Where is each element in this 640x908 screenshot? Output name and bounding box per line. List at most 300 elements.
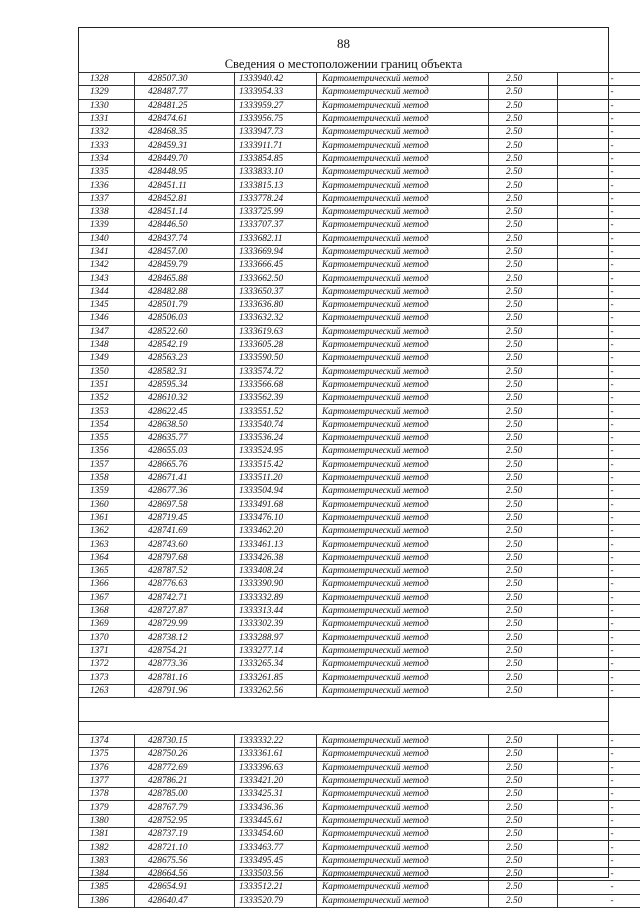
coord-x: 428451.11 (135, 179, 235, 192)
point-number: 1342 (79, 259, 135, 272)
method-cell: Картометрический метод (317, 272, 489, 285)
method-cell: Картометрический метод (317, 205, 489, 218)
coord-x: 428452.81 (135, 192, 235, 205)
coord-y: 1333707.37 (235, 219, 317, 232)
point-number: 1358 (79, 471, 135, 484)
coord-x: 428767.79 (135, 801, 235, 814)
table-row (79, 618, 640, 631)
note-cell: - (558, 485, 640, 498)
note-cell: - (558, 285, 640, 298)
method-cell: Картометрический метод (317, 86, 489, 99)
coord-x: 428482.88 (135, 285, 235, 298)
accuracy-cell: 2.50 (489, 854, 558, 867)
table-row (79, 644, 640, 657)
accuracy-cell: 2.50 (489, 525, 558, 538)
coord-x: 428449.70 (135, 152, 235, 165)
accuracy-cell: 2.50 (489, 894, 558, 907)
point-number: 1340 (79, 232, 135, 245)
accuracy-cell: 2.50 (489, 166, 558, 179)
coord-x: 428791.96 (135, 684, 235, 697)
coord-x: 428738.12 (135, 631, 235, 644)
method-cell: Картометрический метод (317, 774, 489, 787)
coord-x: 428654.91 (135, 881, 235, 894)
document-frame (78, 27, 609, 878)
accuracy-cell: 2.50 (489, 814, 558, 827)
coord-y: 1333302.39 (235, 618, 317, 631)
table-row (79, 325, 640, 338)
table-row (79, 511, 640, 524)
table-row (79, 748, 640, 761)
coord-x: 428729.99 (135, 618, 235, 631)
table-row (79, 152, 640, 165)
table-row (79, 564, 640, 577)
accuracy-cell: 2.50 (489, 485, 558, 498)
method-cell: Картометрический метод (317, 312, 489, 325)
point-number: 1383 (79, 854, 135, 867)
coord-x: 428787.52 (135, 564, 235, 577)
coord-y: 1333495.45 (235, 854, 317, 867)
note-cell: - (558, 139, 640, 152)
coord-y: 1333277.14 (235, 644, 317, 657)
accuracy-cell: 2.50 (489, 179, 558, 192)
coord-y: 1333445.61 (235, 814, 317, 827)
coord-y: 1333540.74 (235, 418, 317, 431)
note-cell: - (558, 378, 640, 391)
note-cell: - (558, 445, 640, 458)
point-number: 1332 (79, 126, 135, 139)
method-cell: Картометрический метод (317, 881, 489, 894)
method-cell: Картометрический метод (317, 112, 489, 125)
coord-y: 1333562.39 (235, 392, 317, 405)
method-cell: Картометрический метод (317, 485, 489, 498)
coord-x: 428776.63 (135, 578, 235, 591)
page-title: Сведения о местоположении границ объекта (79, 57, 608, 72)
coord-y: 1333261.85 (235, 671, 317, 684)
note-cell: - (558, 312, 640, 325)
point-number: 1363 (79, 538, 135, 551)
coord-x: 428737.19 (135, 828, 235, 841)
point-number: 1376 (79, 761, 135, 774)
table-row (79, 814, 640, 827)
coord-y: 1333511.20 (235, 471, 317, 484)
note-cell: - (558, 658, 640, 671)
coord-x: 428595.34 (135, 378, 235, 391)
point-number: 1381 (79, 828, 135, 841)
note-cell: - (558, 219, 640, 232)
coord-y: 1333956.75 (235, 112, 317, 125)
point-number: 1336 (79, 179, 135, 192)
note-cell: - (558, 471, 640, 484)
table-row (79, 112, 640, 125)
method-cell: Картометрический метод (317, 761, 489, 774)
table-row (79, 671, 640, 684)
accuracy-cell: 2.50 (489, 564, 558, 577)
accuracy-cell: 2.50 (489, 867, 558, 880)
table-row (79, 894, 640, 907)
point-number: 1335 (79, 166, 135, 179)
table-row (79, 458, 640, 471)
method-cell: Картометрический метод (317, 458, 489, 471)
accuracy-cell: 2.50 (489, 801, 558, 814)
table-row (79, 405, 640, 418)
coord-y: 1333463.77 (235, 841, 317, 854)
coord-y: 1333619.63 (235, 325, 317, 338)
coord-x: 428719.45 (135, 511, 235, 524)
coord-x: 428664.56 (135, 867, 235, 880)
method-cell: Картометрический метод (317, 471, 489, 484)
method-cell: Картометрический метод (317, 564, 489, 577)
note-cell: - (558, 618, 640, 631)
method-cell: Картометрический метод (317, 259, 489, 272)
coord-y: 1333503.56 (235, 867, 317, 880)
note-cell: - (558, 761, 640, 774)
accuracy-cell: 2.50 (489, 748, 558, 761)
point-number: 1339 (79, 219, 135, 232)
point-number: 1362 (79, 525, 135, 538)
note-cell: - (558, 774, 640, 787)
note-cell: - (558, 748, 640, 761)
point-number: 1361 (79, 511, 135, 524)
table-row (79, 788, 640, 801)
table-row (79, 578, 640, 591)
accuracy-cell: 2.50 (489, 126, 558, 139)
coord-y: 1333574.72 (235, 365, 317, 378)
table-row (79, 285, 640, 298)
coord-y: 1333332.89 (235, 591, 317, 604)
method-cell: Картометрический метод (317, 285, 489, 298)
note-cell: - (558, 73, 640, 86)
accuracy-cell: 2.50 (489, 578, 558, 591)
coord-x: 428451.14 (135, 205, 235, 218)
coord-y: 1333566.68 (235, 378, 317, 391)
accuracy-cell: 2.50 (489, 445, 558, 458)
coord-y: 1333520.79 (235, 894, 317, 907)
method-cell: Картометрический метод (317, 392, 489, 405)
coord-y: 1333361.61 (235, 748, 317, 761)
point-number: 1385 (79, 881, 135, 894)
point-number: 1329 (79, 86, 135, 99)
note-cell: - (558, 99, 640, 112)
note-cell: - (558, 841, 640, 854)
coord-y: 1333390.90 (235, 578, 317, 591)
point-number: 1357 (79, 458, 135, 471)
point-number: 1337 (79, 192, 135, 205)
coord-y: 1333476.10 (235, 511, 317, 524)
table-row (79, 867, 640, 880)
note-cell: - (558, 867, 640, 880)
table-row (79, 245, 640, 258)
point-number: 1377 (79, 774, 135, 787)
method-cell: Картометрический метод (317, 166, 489, 179)
coord-x: 428582.31 (135, 365, 235, 378)
table-row (79, 485, 640, 498)
accuracy-cell: 2.50 (489, 232, 558, 245)
table-row (79, 881, 640, 894)
note-cell: - (558, 232, 640, 245)
coord-y: 1333947.73 (235, 126, 317, 139)
method-cell: Картометрический метод (317, 126, 489, 139)
note-cell: - (558, 828, 640, 841)
method-cell: Картометрический метод (317, 365, 489, 378)
table-row (79, 432, 640, 445)
coord-y: 1333454.60 (235, 828, 317, 841)
group-separator (79, 721, 608, 734)
table-row (79, 378, 640, 391)
coord-y: 1333551.52 (235, 405, 317, 418)
coord-x: 428622.45 (135, 405, 235, 418)
point-number: 1343 (79, 272, 135, 285)
accuracy-cell: 2.50 (489, 99, 558, 112)
note-cell: - (558, 631, 640, 644)
table-row (79, 139, 640, 152)
coord-y: 1333504.94 (235, 485, 317, 498)
accuracy-cell: 2.50 (489, 735, 558, 748)
point-number: 1355 (79, 432, 135, 445)
coord-x: 428730.15 (135, 735, 235, 748)
coord-y: 1333632.32 (235, 312, 317, 325)
note-cell: - (558, 881, 640, 894)
point-number: 1379 (79, 801, 135, 814)
table-row (79, 591, 640, 604)
coord-y: 1333524.95 (235, 445, 317, 458)
accuracy-cell: 2.50 (489, 378, 558, 391)
note-cell: - (558, 392, 640, 405)
note-cell: - (558, 458, 640, 471)
point-number: 1374 (79, 735, 135, 748)
method-cell: Картометрический метод (317, 538, 489, 551)
accuracy-cell: 2.50 (489, 471, 558, 484)
table-row (79, 352, 640, 365)
coordinates-table-1 (78, 72, 640, 698)
accuracy-cell: 2.50 (489, 219, 558, 232)
point-number: 1368 (79, 604, 135, 617)
coord-x: 428474.61 (135, 112, 235, 125)
coord-x: 428446.50 (135, 219, 235, 232)
coord-y: 1333461.13 (235, 538, 317, 551)
coord-x: 428727.87 (135, 604, 235, 617)
table-row (79, 166, 640, 179)
accuracy-cell: 2.50 (489, 152, 558, 165)
note-cell: - (558, 245, 640, 258)
method-cell: Картометрический метод (317, 192, 489, 205)
table-row (79, 498, 640, 511)
coord-y: 1333265.34 (235, 658, 317, 671)
accuracy-cell: 2.50 (489, 511, 558, 524)
note-cell: - (558, 112, 640, 125)
accuracy-cell: 2.50 (489, 205, 558, 218)
accuracy-cell: 2.50 (489, 272, 558, 285)
note-cell: - (558, 735, 640, 748)
point-number: 1328 (79, 73, 135, 86)
table-row (79, 538, 640, 551)
point-number: 1338 (79, 205, 135, 218)
table-row (79, 219, 640, 232)
note-cell: - (558, 152, 640, 165)
coord-x: 428437.74 (135, 232, 235, 245)
table-row (79, 854, 640, 867)
point-number: 1382 (79, 841, 135, 854)
point-number: 1366 (79, 578, 135, 591)
accuracy-cell: 2.50 (489, 245, 558, 258)
method-cell: Картометрический метод (317, 99, 489, 112)
accuracy-cell: 2.50 (489, 881, 558, 894)
table-row (79, 73, 640, 86)
coord-y: 1333662.50 (235, 272, 317, 285)
coord-x: 428750.26 (135, 748, 235, 761)
coord-x: 428721.10 (135, 841, 235, 854)
point-number: 1353 (79, 405, 135, 418)
method-cell: Картометрический метод (317, 551, 489, 564)
coord-y: 1333536.24 (235, 432, 317, 445)
table-row (79, 684, 640, 697)
coord-y: 1333590.50 (235, 352, 317, 365)
coord-y: 1333605.28 (235, 338, 317, 351)
method-cell: Картометрический метод (317, 671, 489, 684)
note-cell: - (558, 551, 640, 564)
method-cell: Картометрический метод (317, 325, 489, 338)
note-cell: - (558, 814, 640, 827)
method-cell: Картометрический метод (317, 644, 489, 657)
note-cell: - (558, 86, 640, 99)
coord-x: 428665.76 (135, 458, 235, 471)
point-number: 1367 (79, 591, 135, 604)
point-number: 1359 (79, 485, 135, 498)
method-cell: Картометрический метод (317, 418, 489, 431)
table-row (79, 551, 640, 564)
accuracy-cell: 2.50 (489, 658, 558, 671)
accuracy-cell: 2.50 (489, 828, 558, 841)
point-number: 1384 (79, 867, 135, 880)
table-row (79, 631, 640, 644)
coord-x: 428610.32 (135, 392, 235, 405)
coord-x: 428487.77 (135, 86, 235, 99)
method-cell: Картометрический метод (317, 854, 489, 867)
note-cell: - (558, 511, 640, 524)
point-number: 1344 (79, 285, 135, 298)
coord-y: 1333636.80 (235, 299, 317, 312)
coord-y: 1333650.37 (235, 285, 317, 298)
table-row (79, 761, 640, 774)
point-number: 1378 (79, 788, 135, 801)
point-number: 1380 (79, 814, 135, 827)
accuracy-cell: 2.50 (489, 631, 558, 644)
accuracy-cell: 2.50 (489, 365, 558, 378)
coord-x: 428468.35 (135, 126, 235, 139)
table-row (79, 774, 640, 787)
note-cell: - (558, 788, 640, 801)
method-cell: Картометрический метод (317, 299, 489, 312)
coord-x: 428743.60 (135, 538, 235, 551)
point-number: 1351 (79, 378, 135, 391)
note-cell: - (558, 684, 640, 697)
note-cell: - (558, 538, 640, 551)
note-cell: - (558, 205, 640, 218)
page-number: 88 (79, 36, 608, 52)
coord-x: 428797.68 (135, 551, 235, 564)
accuracy-cell: 2.50 (489, 325, 558, 338)
coord-x: 428671.41 (135, 471, 235, 484)
accuracy-cell: 2.50 (489, 761, 558, 774)
table-row (79, 365, 640, 378)
coord-x: 428563.23 (135, 352, 235, 365)
coord-y: 1333436.36 (235, 801, 317, 814)
table-row (79, 525, 640, 538)
note-cell: - (558, 591, 640, 604)
method-cell: Картометрический метод (317, 152, 489, 165)
coord-y: 1333408.24 (235, 564, 317, 577)
coord-x: 428459.31 (135, 139, 235, 152)
accuracy-cell: 2.50 (489, 338, 558, 351)
accuracy-cell: 2.50 (489, 774, 558, 787)
point-number: 1373 (79, 671, 135, 684)
accuracy-cell: 2.50 (489, 458, 558, 471)
method-cell: Картометрический метод (317, 245, 489, 258)
point-number: 1345 (79, 299, 135, 312)
coord-x: 428742.71 (135, 591, 235, 604)
point-number: 1356 (79, 445, 135, 458)
accuracy-cell: 2.50 (489, 418, 558, 431)
note-cell: - (558, 854, 640, 867)
method-cell: Картометрический метод (317, 631, 489, 644)
table-row (79, 272, 640, 285)
coord-x: 428459.79 (135, 259, 235, 272)
note-cell: - (558, 604, 640, 617)
coord-x: 428675.56 (135, 854, 235, 867)
point-number: 1370 (79, 631, 135, 644)
coord-y: 1333332.22 (235, 735, 317, 748)
accuracy-cell: 2.50 (489, 618, 558, 631)
accuracy-cell: 2.50 (489, 112, 558, 125)
note-cell: - (558, 525, 640, 538)
accuracy-cell: 2.50 (489, 551, 558, 564)
coord-x: 428481.25 (135, 99, 235, 112)
point-number: 1349 (79, 352, 135, 365)
accuracy-cell: 2.50 (489, 299, 558, 312)
coord-y: 1333669.94 (235, 245, 317, 258)
table-row (79, 392, 640, 405)
table-row (79, 232, 640, 245)
accuracy-cell: 2.50 (489, 788, 558, 801)
point-number: 1330 (79, 99, 135, 112)
coord-x: 428506.03 (135, 312, 235, 325)
coordinates-table-2 (78, 734, 640, 908)
method-cell: Картометрический метод (317, 352, 489, 365)
method-cell: Картометрический метод (317, 139, 489, 152)
method-cell: Картометрический метод (317, 735, 489, 748)
point-number: 1346 (79, 312, 135, 325)
note-cell: - (558, 166, 640, 179)
note-cell: - (558, 564, 640, 577)
point-number: 1365 (79, 564, 135, 577)
accuracy-cell: 2.50 (489, 644, 558, 657)
table-row (79, 312, 640, 325)
point-number: 1360 (79, 498, 135, 511)
note-cell: - (558, 325, 640, 338)
coord-y: 1333462.20 (235, 525, 317, 538)
coord-y: 1333778.24 (235, 192, 317, 205)
coord-x: 428638.50 (135, 418, 235, 431)
table-row (79, 841, 640, 854)
method-cell: Картометрический метод (317, 378, 489, 391)
point-number: 1341 (79, 245, 135, 258)
note-cell: - (558, 644, 640, 657)
accuracy-cell: 2.50 (489, 432, 558, 445)
coord-x: 428542.19 (135, 338, 235, 351)
table-row (79, 735, 640, 748)
point-number: 1364 (79, 551, 135, 564)
accuracy-cell: 2.50 (489, 352, 558, 365)
method-cell: Картометрический метод (317, 894, 489, 907)
